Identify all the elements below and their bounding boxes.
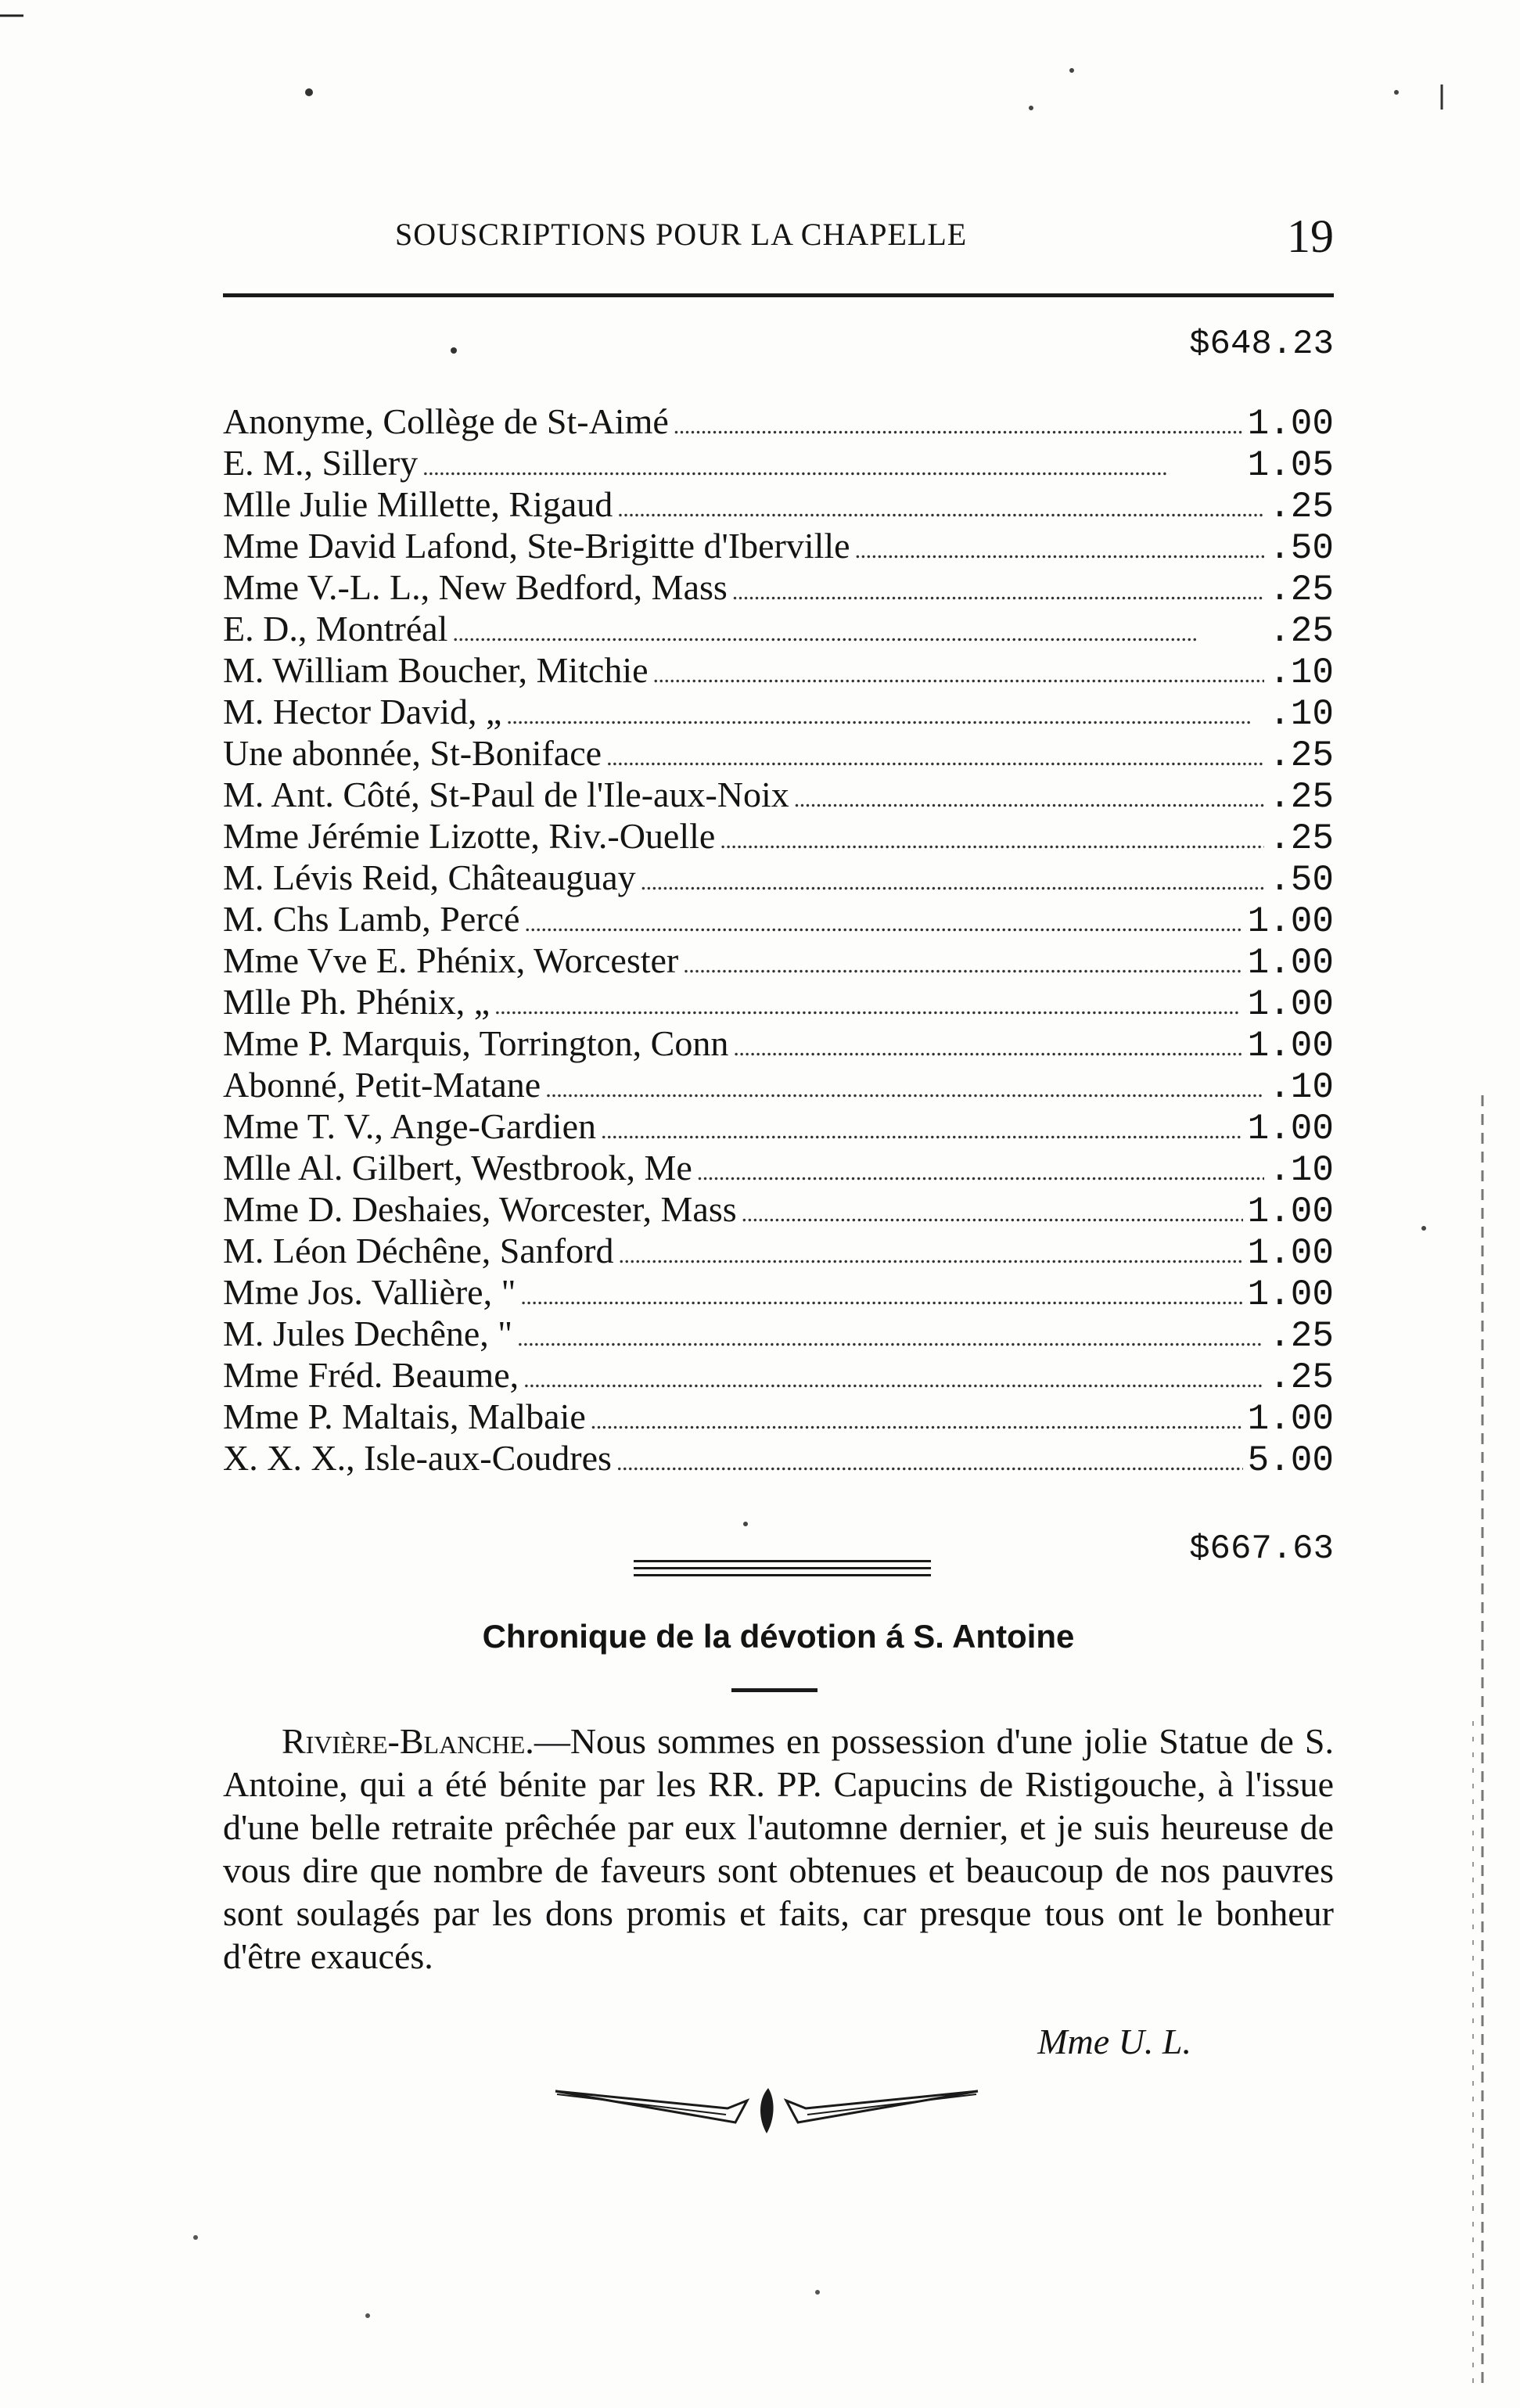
dot-leader xyxy=(742,1188,1243,1235)
dot-leader xyxy=(506,691,1264,737)
subscription-amount: 1.00 xyxy=(1247,1026,1334,1066)
final-total: $667.63 xyxy=(1189,1529,1334,1569)
list-item xyxy=(223,732,1334,774)
subscriber-name: Mlle Al. Gilbert, Westbrook, Me xyxy=(223,1148,692,1188)
subscription-amount: .50 xyxy=(1269,528,1334,569)
subscriber-name: E. M., Sillery xyxy=(223,443,419,483)
paragraph-text: —Nous sommes en possession d'une jolie Statue de S. Antoine, qui a été bénite par les RR. PP. Capucins de Ristigouche, à l'issue d'une belle retraite prêchée par eux l'automne dernier, et je suis heureuse de vous dire que nombre de faveurs sont obtenues et beaucoup de nos pauvres sont soulagés par les dons promis et faits, car presque tous ont le bonheur d'être exaucés. xyxy=(223,1721,1334,1976)
subscriber-name: M. Ant. Côté, St-Paul de l'Ile-aux-Noix xyxy=(223,775,789,814)
dot-leader xyxy=(855,525,1265,571)
subscriber-name: M. Hector David, „ xyxy=(223,692,502,731)
dot-leader xyxy=(732,566,1264,613)
subscriber-name: Mme P. Maltais, Malbaie xyxy=(223,1396,586,1436)
subscription-amount: .10 xyxy=(1269,1150,1334,1191)
list-item xyxy=(223,1396,1334,1437)
subscription-amount: .10 xyxy=(1269,652,1334,693)
dot-leader xyxy=(720,815,1264,861)
subscriber-name: M. Lévis Reid, Châteauguay xyxy=(223,857,636,897)
subscription-amount: 1.00 xyxy=(1247,901,1334,942)
list-item xyxy=(223,981,1334,1023)
signature: Mme U. L. xyxy=(1037,2022,1191,2061)
running-header xyxy=(223,210,1334,272)
subscriber-name: Mme Vve E. Phénix, Worcester xyxy=(223,940,679,980)
subscriber-name: Mlle Ph. Phénix, „ xyxy=(223,982,490,1022)
list-item xyxy=(223,1313,1334,1357)
list-item xyxy=(223,815,1334,857)
subscription-amount: .25 xyxy=(1269,487,1334,527)
list-item xyxy=(223,774,1334,818)
subscriber-name: Mme D. Deshaies, Worcester, Mass xyxy=(223,1189,737,1229)
dot-leader xyxy=(520,1271,1242,1317)
list-item xyxy=(223,1023,1334,1064)
subscription-amount: .10 xyxy=(1269,1067,1334,1108)
subscription-amount: .25 xyxy=(1269,611,1334,652)
list-item xyxy=(223,1437,1334,1479)
dot-leader xyxy=(617,483,1264,530)
subscriber-name: Anonyme, Collège de St-Aimé xyxy=(223,401,669,441)
list-item xyxy=(223,442,1334,486)
short-rule xyxy=(731,1688,817,1692)
list-item xyxy=(223,898,1334,940)
dot-leader xyxy=(523,1354,1264,1400)
list-item xyxy=(223,1271,1334,1313)
list-item xyxy=(223,483,1334,525)
subscriber-name: Abonné, Petit-Matane xyxy=(223,1065,541,1105)
dot-leader xyxy=(616,1437,1243,1483)
dot-leader xyxy=(641,857,1265,903)
subscription-amount: .25 xyxy=(1269,1316,1334,1357)
list-item xyxy=(223,566,1334,608)
tail-ornament xyxy=(548,2077,986,2140)
dot-leader xyxy=(653,649,1265,695)
dot-leader xyxy=(422,442,1242,488)
subscription-amount: .50 xyxy=(1269,860,1334,900)
subscriber-name: X. X. X., Isle-aux-Coudres xyxy=(223,1438,612,1478)
subscriber-name: Mme V.-L. L., New Bedford, Mass xyxy=(223,567,728,607)
subscriber-name: M. Jules Dechêne, " xyxy=(223,1314,513,1353)
dot-leader xyxy=(733,1023,1242,1069)
dot-leader xyxy=(524,898,1242,944)
subscription-amount: .10 xyxy=(1269,694,1334,735)
carried-total: $648.23 xyxy=(1189,325,1334,364)
chronicle-paragraph xyxy=(223,1720,1334,1978)
subscription-amount: .25 xyxy=(1269,1357,1334,1398)
subscription-amount: .25 xyxy=(1269,777,1334,818)
subscription-amount: .25 xyxy=(1269,735,1334,776)
subscription-list xyxy=(223,401,1334,1479)
section-title: Chronique de la dévotion á S. Antoine xyxy=(482,1618,1075,1655)
dot-leader xyxy=(606,732,1264,778)
subscriber-name: Une abonnée, St-Boniface xyxy=(223,733,602,773)
subscriber-name: Mme Fréd. Beaume, xyxy=(223,1355,519,1395)
subscription-amount: 1.00 xyxy=(1247,1233,1334,1274)
list-item xyxy=(223,608,1334,652)
subscription-amount: 1.00 xyxy=(1247,1109,1334,1149)
subscription-amount: 1.00 xyxy=(1247,1399,1334,1439)
running-title: SOUSCRIPTIONS POUR LA CHAPELLE xyxy=(395,217,968,252)
subscription-amount: 5.00 xyxy=(1247,1440,1334,1481)
subscriber-name: M. William Boucher, Mitchie xyxy=(223,650,649,690)
subscriber-name: Mme Jérémie Lizotte, Riv.-Ouelle xyxy=(223,816,716,856)
dot-leader xyxy=(697,1147,1264,1193)
subscription-amount: .25 xyxy=(1269,818,1334,859)
dot-leader xyxy=(601,1105,1243,1152)
list-item xyxy=(223,1105,1334,1147)
subscription-amount: 1.00 xyxy=(1247,984,1334,1025)
subscription-amount: 1.00 xyxy=(1247,1274,1334,1315)
dot-leader xyxy=(618,1230,1242,1276)
list-item xyxy=(223,1064,1334,1108)
double-rule-divider xyxy=(634,1560,931,1583)
header-rule xyxy=(223,293,1334,297)
list-item xyxy=(223,1147,1334,1191)
list-item xyxy=(223,525,1334,569)
subscription-amount: 1.00 xyxy=(1247,404,1334,444)
subscriber-name: M. Léon Déchêne, Sanford xyxy=(223,1231,614,1270)
dot-leader xyxy=(591,1396,1243,1442)
subscriber-name: Mme T. V., Ange-Gardien xyxy=(223,1106,596,1146)
dot-leader xyxy=(674,401,1243,447)
subscriber-name: M. Chs Lamb, Percé xyxy=(223,899,520,939)
dot-leader xyxy=(517,1313,1264,1359)
subscriber-name: E. D., Montréal xyxy=(223,609,448,649)
dot-leader xyxy=(683,940,1242,986)
dot-leader xyxy=(545,1064,1264,1110)
subscription-amount: 1.00 xyxy=(1247,943,1334,983)
list-item xyxy=(223,940,1334,981)
list-item xyxy=(223,691,1334,735)
subscription-amount: 1.05 xyxy=(1247,445,1334,486)
dot-leader xyxy=(494,981,1242,1027)
list-item xyxy=(223,857,1334,898)
subscription-amount: .25 xyxy=(1269,570,1334,610)
dot-leader xyxy=(794,774,1264,820)
list-item xyxy=(223,401,1334,442)
subscriber-name: Mme Jos. Vallière, " xyxy=(223,1272,516,1312)
list-item xyxy=(223,1188,1334,1230)
subscriber-name: Mlle Julie Millette, Rigaud xyxy=(223,484,613,524)
subscription-amount: 1.00 xyxy=(1247,1191,1334,1232)
page-number: 19 xyxy=(1287,210,1334,262)
list-item xyxy=(223,649,1334,691)
list-item xyxy=(223,1230,1334,1274)
place-name: Rivière-Blanche. xyxy=(282,1721,534,1761)
subscriber-name: Mme P. Marquis, Torrington, Conn xyxy=(223,1023,729,1063)
list-item xyxy=(223,1354,1334,1396)
subscriber-name: Mme David Lafond, Ste-Brigitte d'Iberville xyxy=(223,526,850,566)
dot-leader xyxy=(452,608,1264,654)
